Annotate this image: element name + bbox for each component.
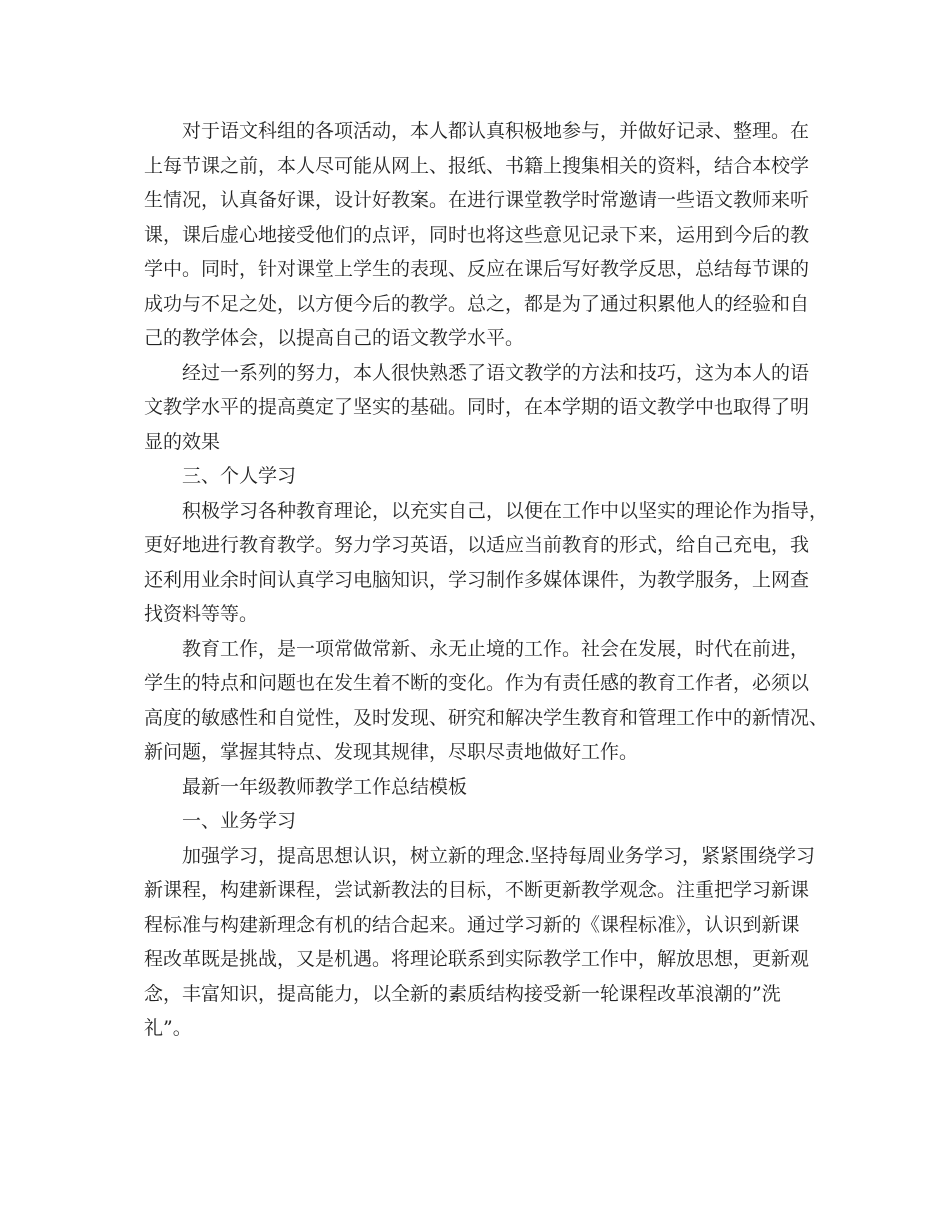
- text-line: 课，课后虚心地接受他们的点评，同时也将这些意见记录下来，运用到今后的教: [144, 223, 810, 246]
- text-line: 最新一年级教师教学工作总结模板: [182, 775, 468, 798]
- text-line: 学生的特点和问题也在发生着不断的变化。作为有责任感的教育工作者，必须以: [144, 672, 810, 694]
- text-line: 找资料等等。: [144, 603, 259, 625]
- text-line: 生情况，认真备好课，设计好教案。在进行课堂教学时常邀请一些语文教师来听: [144, 189, 810, 211]
- text-line: 教育工作，是一项常做常新、永无止境的工作。社会在发展，时代在前进，: [182, 637, 810, 660]
- document-body: [144, 114, 829, 1046]
- text-line: 文教学水平的提高奠定了坚实的基础。同时，在本学期的语文教学中也取得了明: [144, 396, 810, 418]
- text-line: 新问题，掌握其特点、发现其规律，尽职尽责地做好工作。: [144, 741, 639, 763]
- text-line: 高度的敏感性和自觉性，及时发现、研究和解决学生教育和管理工作中的新情况、: [144, 706, 829, 729]
- text-line: 上每节课之前，本人尽可能从网上、报纸、书籍上搜集相关的资料，结合本校学: [144, 154, 810, 177]
- text-line: 经过一系列的努力，本人很快熟悉了语文教学的方法和技巧，这为本人的语: [182, 361, 810, 384]
- text-line: 成功与不足之处，以方便今后的教学。总之，都是为了通过积累他人的经验和自: [144, 292, 810, 315]
- text-line: 己的教学体会，以提高自己的语文教学水平。: [144, 327, 525, 349]
- text-line: 礼”。: [144, 1017, 192, 1039]
- text-line: 还利用业余时间认真学习电脑知识，学习制作多媒体课件，为教学服务，上网查: [144, 568, 810, 591]
- text-line: 对于语文科组的各项活动，本人都认真积极地参与，并做好记录、整理。在: [182, 120, 810, 142]
- text-line: 程改革既是挑战，又是机遇。将理论联系到实际教学工作中，解放思想，更新观: [144, 948, 810, 970]
- text-line: 念，丰富知识，提高能力，以全新的素质结构接受新一轮课程改革浪潮的”洗: [144, 982, 781, 1005]
- text-line: 加强学习，提高思想认识，树立新的理念.坚持每周业务学习，紧紧围绕学习: [182, 844, 816, 867]
- text-line: 学中。同时，针对课堂上学生的表现、反应在课后写好教学反思，总结每节课的: [144, 258, 810, 280]
- text-line: 新课程，构建新课程，尝试新教法的目标，不断更新教学观念。注重把学习新课: [144, 879, 810, 901]
- text-line: 更好地进行教育教学。努力学习英语，以适应当前教育的形式，给自己充电，我: [144, 534, 810, 556]
- text-line: 显的效果: [144, 430, 221, 453]
- text-line: 程标准与构建新理念有机的结合起来。通过学习新的《课程标准》，认识到新课: [144, 913, 800, 936]
- text-line: 一、业务学习: [182, 810, 297, 832]
- text-line: 积极学习各种教育理论，以充实自己，以便在工作中以坚实的理论作为指导，: [182, 499, 829, 522]
- text-line: 三、个人学习: [182, 465, 297, 487]
